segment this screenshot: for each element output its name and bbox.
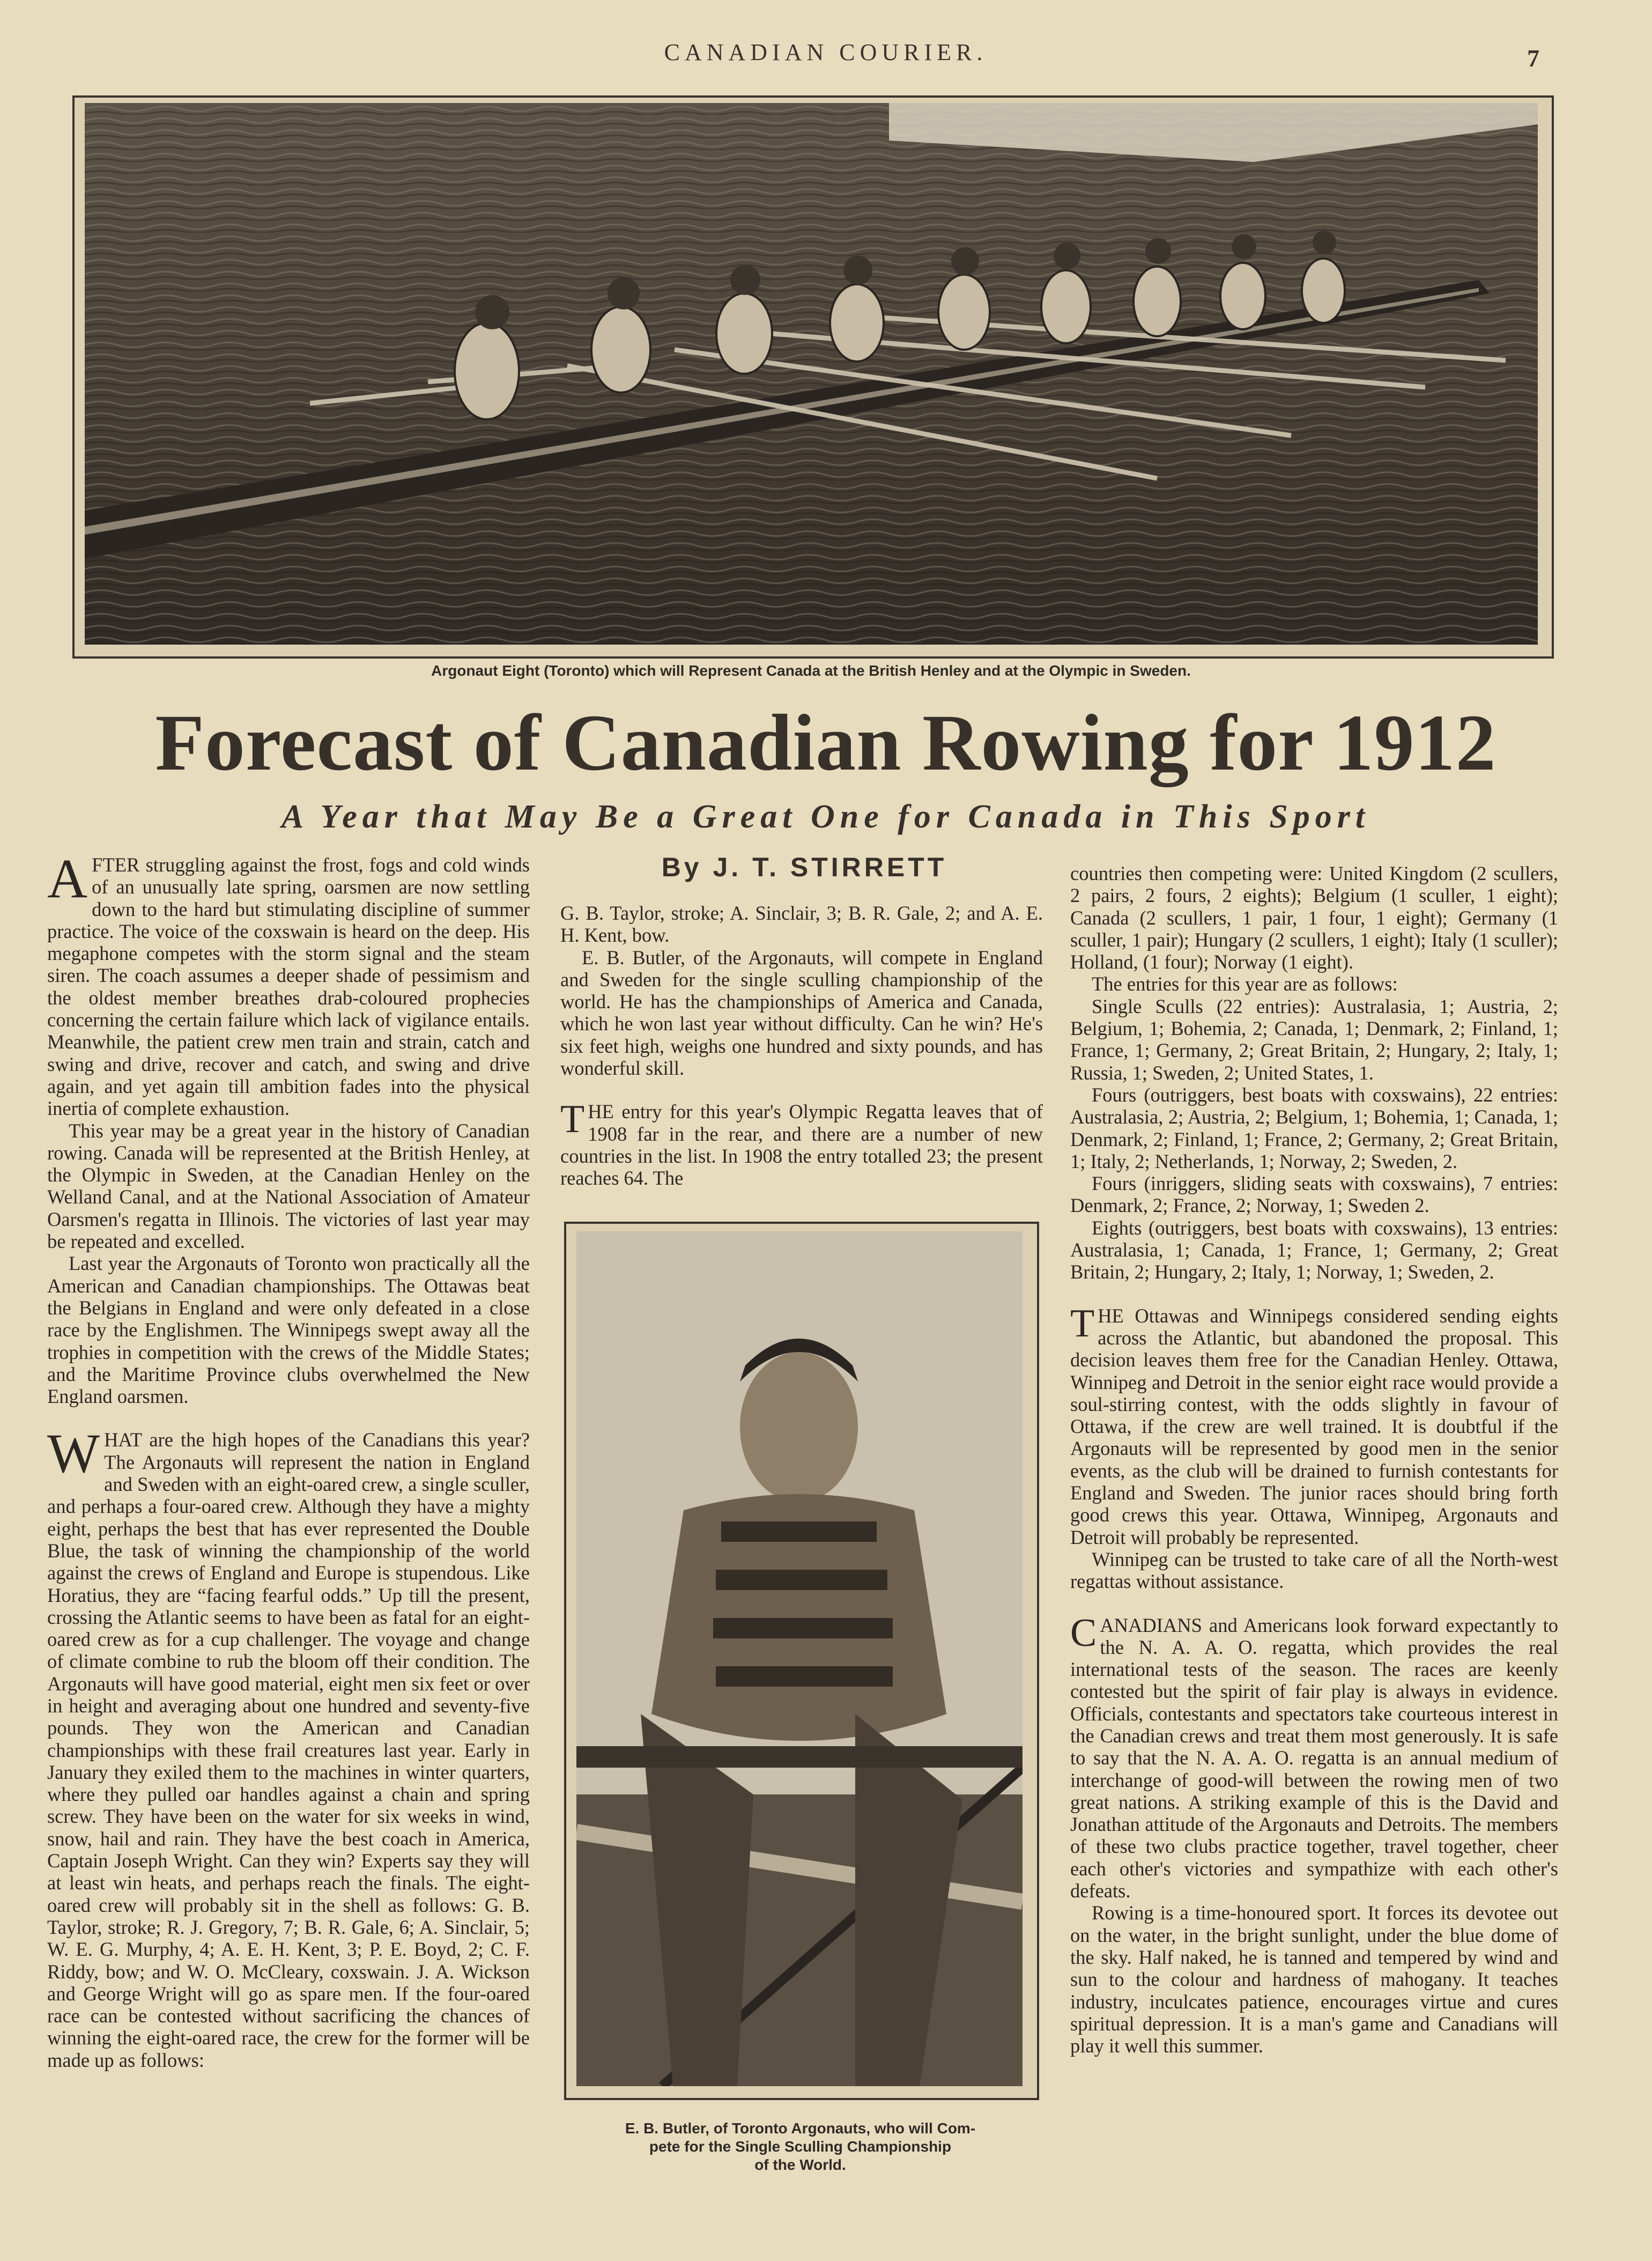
caption-line: of the World. <box>754 2156 846 2173</box>
paragraph: CANADIANS and Americans look forward expectantly to the N. A. A. O. regatta, which provides the real international tests of the season. The races are keenly contested but the spirit of fair play is always in evidence. Officials, contestants and spectators take courteous interest in the Canadian crews and treat them most generously. It is safe to say that the N. A. A. O. regatta is an annual medium of interchange of good-will between the rowing men of two great nations. A striking example of this is the David and Jonathan attitude of the Argonauts and Detroits. The members of these two clubs practice together, travel together, cheer each other's victories and sympathize with each other's defeats. <box>1070 1610 1558 1902</box>
caption-line: pete for the Single Sculling Championship <box>649 2138 952 2155</box>
paragraph: Fours (inriggers, sliding seats with coxswains), 7 entries: Denmark, 2; France, 2; Norway, 1; Sweden 2. <box>1070 1172 1558 1217</box>
article-column-1 <box>47 848 530 2071</box>
paragraph: Winnipeg can be trusted to take care of all the North-west regattas without assistance. <box>1070 1548 1558 1593</box>
top-photo-caption: Argonaut Eight (Toronto) which will Represent Canada at the British Henley and at the Olympic in Sweden. <box>431 662 1191 679</box>
sculler-portrait-photo <box>576 1231 1023 2086</box>
drop-cap: W <box>47 1423 100 1485</box>
paragraph: Fours (outriggers, best boats with coxswains), 22 entries: Australasia, 2; Austria, 2; Belgium, 1; Bohemia, 1; Canada, 1; Denmark, 2; Finland, 1; France, 2; Germany, 2; Great Britain, 1; Italy, 2; Netherlands, 1; Norway, 2; Sweden, 2. <box>1070 1083 1558 1172</box>
article-column-2 <box>560 902 1043 1189</box>
drop-cap: T <box>1070 1301 1095 1346</box>
drop-cap: A <box>47 848 88 910</box>
paragraph: AFTER struggling against the frost, fogs and cold winds of an unusually late spring, oarsmen are now settling down to the hard but stimulating discipline of summer practice. The voice of the coxswain is heard on the deep. His megaphone competes with the storm signal and the steam siren. The coach assumes a deeper shade of pessimism and the oldest member breathes drab-coloured prophecies concerning the certain failure which lack of vigilance entails. Meanwhile, the patient crew men train and strain, catch and swing and drive, recover and catch, and swing and drive again, and yet again till ambition fades into the physical inertia of complete exhaustion. <box>47 848 530 1120</box>
drop-cap: T <box>560 1097 585 1142</box>
paragraph: THE Ottawas and Winnipegs considered sending eights across the Atlantic, but abandoned the proposal. This decision leaves them free for the Canadian Henley. Ottawa, Winnipeg and Detroit in the senior eight race would provide a soul-stirring contest, with the odds slightly in favour of Ottawa, if the crew are well trained. It is doubtful if the Argonauts will be represented by good men in the senior events, as the club will be drained to furnish contestants for England and Sweden. The junior races should bring forth good crews this year. Ottawa, Winnipeg, Argonauts and Detroit will probably be represented. <box>1070 1301 1558 1548</box>
paragraph: THE entry for this year's Olympic Regatta leaves that of 1908 far in the rear, and there are a number of new countries in the list. In 1908 the entry totalled 23; the present reaches 64. The <box>560 1097 1043 1189</box>
paragraph: This year may be a great year in the history of Canadian rowing. Canada will be represented at the British Henley, at the Olympic in Sweden, at the Canadian Henley on the Welland Canal, and at the National Association of Amateur Oarsmen's regatta in Illinois. The victories of last year may be repeated and excelled. <box>47 1119 530 1253</box>
paragraph: WHAT are the high hopes of the Canadians this year? The Argonauts will represent the nation in England and Sweden with an eight-oared crew, a single sculler, and perhaps a four-oared crew. Although they have a mighty eight, perhaps the best that has ever represented the Double Blue, the task of winning the championship of the world against the crews of England and Europe is stupendous. Like Horatius, they are “facing fearful odds.” Up till the present, crossing the Atlantic seems to have been as fatal for an eight-oared crew as for a cup challenger. The voyage and change of climate combine to rub the bloom off their condition. The Argonauts will have good material, eight men six feet or over in height and averaging about one hundred and seventy-five pounds. They won the American and Canadian championships with these frail creatures last year. Early in January they exiled them to the machines in winter quarters, where they pulled oar handles against a chain and spring screw. They have been on the water for six weeks in wind, snow, hail and rain. They have the best coach in America, Captain Joseph Wright. Can they win? Experts say they will at least win heats, and perhaps reach the finals. The eight-oared crew will probably sit in the shell as follows: G. B. Taylor, stroke; R. J. Gregory, 7; B. R. Gale, 6; A. Sinclair, 5; W. E. G. Murphy, 4; A. E. H. Kent, 3; P. E. Boyd, 2; C. F. Riddy, bow; and W. O. McCleary, coxswain. J. A. Wickson and George Wright will go as spare men. If the four-oared race can be contested without sacrificing the chances of winning the eight-oared race, the crew for the former will be made up as follows: <box>47 1423 530 2071</box>
paragraph: Last year the Argonauts of Toronto won practically all the American and Canadian championships. The Ottawas beat the Belgians in England and were only defeated in a close race by the Englishmen. The Winnipegs swept away all the trophies in competition with the crews of the Middle States; and the Maritime Province clubs overwhelmed the New England oarsmen. <box>47 1252 530 1408</box>
paragraph: G. B. Taylor, stroke; A. Sinclair, 3; B. R. Gale, 2; and A. E. H. Kent, bow. <box>560 902 1043 947</box>
middle-photo-caption <box>560 2119 1040 2174</box>
article-byline: By J. T. STIRRETT <box>661 852 947 882</box>
page-number: 7 <box>1527 45 1539 72</box>
sculler-illustration <box>576 1231 1023 2086</box>
paragraph: countries then competing were: United Kingdom (2 scullers, 2 pairs, 2 fours, 2 eights); Belgium (1 sculler, 1 eight); Canada (2 scullers, 1 pair, 1 four, 1 eight); Germany (1 sculler, 1 pair); Hungary (2 scullers, 1 eight); Italy (1 sculler); Holland, (1 four); Norway (1 eight). <box>1070 862 1558 973</box>
article-subhead: A Year that May Be a Great One for Canada in This Sport <box>281 799 1371 835</box>
rowing-eight-illustration <box>85 103 1538 645</box>
paragraph: The entries for this year are as follows: <box>1092 973 1398 995</box>
paragraph: Eights (outriggers, best boats with coxswains), 13 entries: Australasia, 1; Canada, 1; France, 1; Germany, 2; Great Britain, 2; Hungary, 2; Italy, 1; Norway, 1; Sweden, 2. <box>1070 1216 1558 1283</box>
paragraph: E. B. Butler, of the Argonauts, will compete in England and Sweden for the single sculling championship of the world. He has the championships of America and Canada, which he won last year without difficulty. Can he win? He's six feet high, weighs one hundred and sixty pounds, and has wonderful skill. <box>560 946 1043 1080</box>
caption-line: E. B. Butler, of Toronto Argonauts, who will Com- <box>625 2120 976 2137</box>
article-column-3 <box>1070 862 1558 2057</box>
article-headline: Forecast of Canadian Rowing for 1912 <box>155 698 1497 787</box>
running-head: CANADIAN COURIER. <box>664 39 988 65</box>
rowing-eight-photo <box>85 103 1538 645</box>
paragraph: Rowing is a time-honoured sport. It forces its devotee out on the water, in the bright sunlight, under the blue dome of the sky. Half naked, he is tanned and tempered by wind and sun to the colour and hardness of mahogany. It teaches industry, inculcates patience, encourages virtue and cures spiritual depression. It is a man's game and Canadians will play it well this summer. <box>1070 1902 1558 2057</box>
paragraph: Single Sculls (22 entries): Australasia, 1; Austria, 2; Belgium, 1; Bohemia, 2; Canada, 1; Denmark, 2; Finland, 1; France, 1; Germany, 2; Great Britain, 2; Hungary, 2; Italy, 1; Russia, 1; Sweden, 2; United States, 1. <box>1070 995 1558 1084</box>
drop-cap: C <box>1070 1610 1097 1655</box>
